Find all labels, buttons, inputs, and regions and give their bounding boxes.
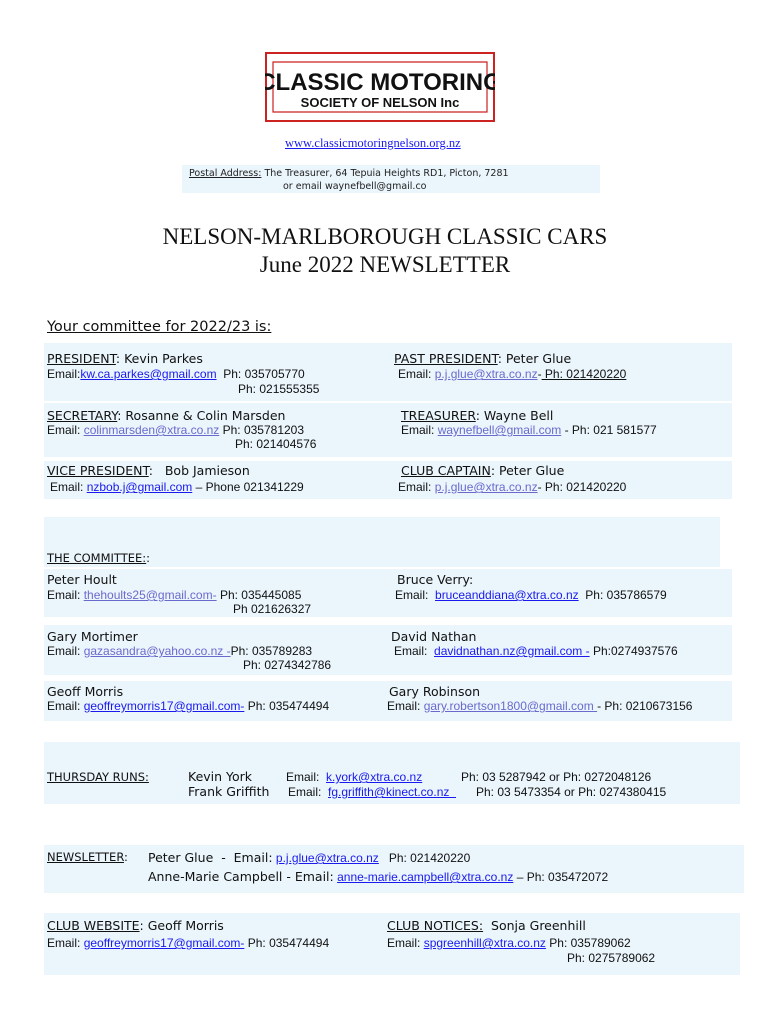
- vice-president-row: VICE PRESIDENT: Bob Jamieson: [47, 463, 250, 478]
- member-contact: Email: bruceanddiana@xtra.co.nz Ph: 035786579: [395, 588, 667, 602]
- newsletter-email-link[interactable]: anne-marie.campbell@xtra.co.nz: [337, 870, 514, 884]
- thursday-run-contact: Email: k.york@xtra.co.nz: [286, 770, 423, 784]
- member-name: David Nathan: [391, 629, 477, 644]
- member-contact: Email: thehoults25@gmail.com- Ph: 035445085: [47, 588, 302, 602]
- club-notices-contact: Email: spgreenhill@xtra.co.nz Ph: 035789062: [387, 936, 631, 950]
- secretary-row: SECRETARY: Rosanne & Colin Marsden: [47, 408, 286, 423]
- club-website-row: CLUB WEBSITE: Geoff Morris: [47, 918, 224, 933]
- newsletter-contact-2: Anne-Marie Campbell - Email: anne-marie.campbell@xtra.co.nz – Ph: 035472072: [148, 869, 609, 884]
- thursday-run-name: Frank Griffith: [188, 784, 270, 799]
- logo-subtitle: SOCIETY OF NELSON Inc: [300, 95, 460, 110]
- member-email-link[interactable]: davidnathan.nz@gmail.com -: [434, 644, 590, 658]
- secretary-phone2: Ph: 021404576: [235, 437, 317, 451]
- postal-label: Postal Address:: [189, 168, 262, 179]
- club-captain-row: CLUB CAPTAIN: Peter Glue: [401, 463, 565, 478]
- president-name: : Kevin Parkes: [115, 351, 203, 366]
- member-email-link[interactable]: gary.robertson1800@gmail.com: [423, 699, 598, 713]
- member-email-link[interactable]: geoffreymorris17@gmail.com-: [83, 699, 245, 713]
- member-email-link[interactable]: bruceanddiana@xtra.co.nz: [435, 588, 579, 602]
- thursday-run-contact: Email: fg.griffith@kinect.co.nz: [288, 785, 457, 799]
- thursday-runs-label: THURSDAY RUNS:: [47, 770, 149, 784]
- club-captain-email-link[interactable]: p.j.glue@xtra.co.nz: [434, 480, 538, 494]
- logo-title: CLASSIC MOTORING: [265, 69, 495, 96]
- newsletter-date-title: June 2022 NEWSLETTER: [259, 252, 511, 277]
- postal-address-text: The Treasurer, 64 Tepuia Heights RD1, Picton, 7281: [264, 168, 509, 179]
- club-notices-phone2: Ph: 0275789062: [567, 951, 656, 965]
- treasurer-row: TREASURER: Wayne Bell: [401, 408, 554, 423]
- past-president-row: PAST PRESIDENT: Peter Glue: [394, 351, 572, 366]
- president-contact: Email:kw.ca.parkes@gmail.com Ph: 035705770: [47, 367, 305, 381]
- thursday-run-phone: Ph: 03 5287942 or Ph: 0272048126: [461, 770, 652, 784]
- member-name: Bruce Verry:: [397, 572, 474, 587]
- thursday-run-email-link[interactable]: k.york@xtra.co.nz: [326, 770, 423, 784]
- club-notices-row: CLUB NOTICES: Sonja Greenhill: [387, 918, 586, 933]
- member-contact: Email: gary.robertson1800@gmail.com - Ph: 0210673156: [387, 699, 693, 713]
- member-name: Geoff Morris: [47, 684, 124, 699]
- newsletter-title: NELSON-MARLBOROUGH CLASSIC CARS: [162, 224, 608, 249]
- website-link[interactable]: www.classicmotoringnelson.org.nz: [285, 136, 461, 150]
- vice-president-email-link[interactable]: nzbob.j@gmail.com: [86, 480, 193, 494]
- president-role: PRESIDENT: [47, 351, 116, 366]
- newsletter-email-link[interactable]: p.j.glue@xtra.co.nz: [275, 851, 379, 865]
- newsletter-contact-1: Peter Glue - Email: p.j.glue@xtra.co.nz Ph: 021420220: [148, 850, 471, 865]
- vice-president-contact: Email: nzbob.j@gmail.com – Phone 021341229: [50, 480, 304, 494]
- club-website-contact: Email: geoffreymorris17@gmail.com- Ph: 035474494: [47, 936, 330, 950]
- club-website-email-link[interactable]: geoffreymorris17@gmail.com-: [83, 936, 245, 950]
- postal-address: [189, 168, 509, 179]
- postal-email-line: or email waynefbell@gmail.co: [283, 181, 427, 192]
- member-name: Gary Robinson: [389, 684, 481, 699]
- past-president-email-link[interactable]: p.j.glue@xtra.co.nz: [434, 367, 538, 381]
- treasurer-contact: Email: waynefbell@gmail.com - Ph: 021 581577: [401, 423, 657, 437]
- secretary-email-link[interactable]: colinmarsden@xtra.co.nz: [83, 423, 220, 437]
- thursday-run-name: Kevin York: [188, 769, 253, 784]
- member-name: Peter Hoult: [47, 572, 117, 587]
- member-name: Gary Mortimer: [47, 629, 138, 644]
- club-captain-contact: Email: p.j.glue@xtra.co.nz- Ph: 021420220: [398, 480, 627, 494]
- thursday-run-phone: Ph: 03 5473354 or Ph: 0274380415: [476, 785, 667, 799]
- past-president-contact: Email: p.j.glue@xtra.co.nz- Ph: 021420220: [398, 367, 627, 381]
- the-committee-heading: THE COMMITTEE::: [47, 551, 151, 565]
- treasurer-email-link[interactable]: waynefbell@gmail.com: [437, 423, 562, 437]
- club-notices-email-link[interactable]: spgreenhill@xtra.co.nz: [423, 936, 546, 950]
- member-phone2: Ph: 0274342786: [243, 658, 332, 672]
- member-contact: Email: gazasandra@yahoo.co.nz -Ph: 035789283: [47, 644, 313, 658]
- president-email-link[interactable]: kw.ca.parkes@gmail.com: [80, 367, 217, 381]
- newsletter-label: NEWSLETTER:: [47, 850, 128, 864]
- secretary-contact: Email: colinmarsden@xtra.co.nz Ph: 035781203: [47, 423, 305, 437]
- member-contact: Email: davidnathan.nz@gmail.com - Ph:0274937576: [394, 644, 678, 658]
- past-president-phone: Ph: 021420220: [541, 367, 627, 381]
- member-contact: Email: geoffreymorris17@gmail.com- Ph: 035474494: [47, 699, 330, 713]
- president-phone2: Ph: 021555355: [238, 382, 320, 396]
- president-row: [47, 351, 203, 366]
- committee-heading: Your committee for 2022/23 is:: [47, 319, 272, 335]
- member-email-link[interactable]: thehoults25@gmail.com-: [83, 588, 217, 602]
- thursday-run-email-link[interactable]: fg.griffith@kinect.co.nz: [328, 785, 457, 799]
- member-phone2: Ph 021626327: [233, 602, 312, 616]
- member-email-link[interactable]: gazasandra@yahoo.co.nz -: [83, 644, 231, 658]
- club-logo: [265, 52, 495, 122]
